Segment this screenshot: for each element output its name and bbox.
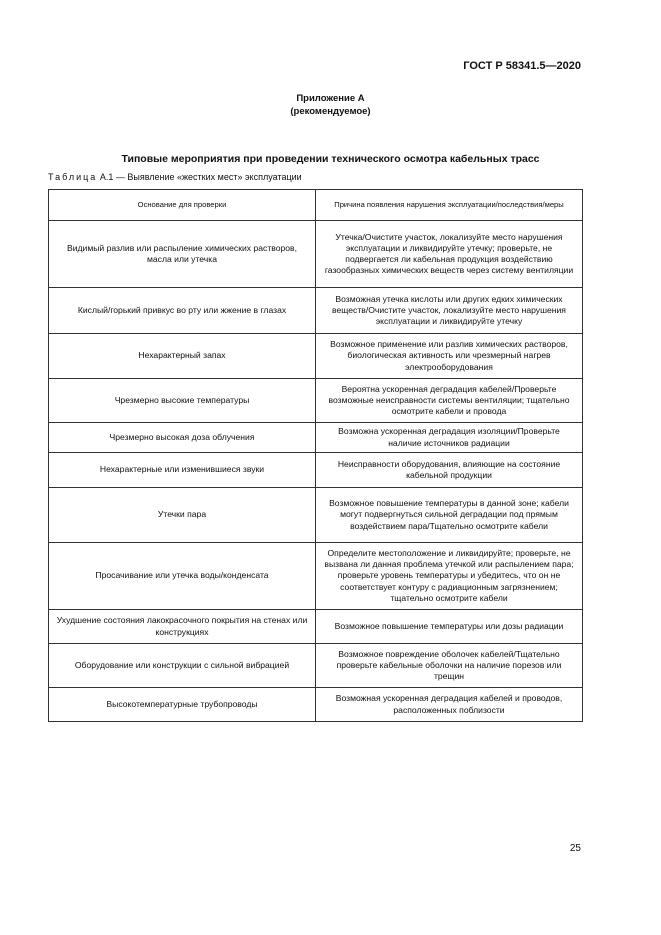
cell-basis: Нехарактерный запах <box>49 334 316 379</box>
standard-number: ГОСТ Р 58341.5—2020 <box>463 60 581 72</box>
cell-cause: Возможное повреждение оболочек кабелей/Тщательно проверьте кабельные оболочки на наличие порезов или трещин <box>316 644 583 688</box>
table-caption-label: Таблица <box>48 172 98 182</box>
cell-cause: Вероятна ускоренная деградация кабелей/Проверьте возможные неисправности системы вентиляции; тщательно осмотрите кабели и провода <box>316 379 583 423</box>
cell-basis: Утечки пара <box>49 488 316 543</box>
table-row <box>49 221 583 288</box>
cell-cause: Неисправности оборудования, влияющие на состояние кабельной продукции <box>316 453 583 488</box>
table-row <box>49 288 583 334</box>
table-row <box>49 644 583 688</box>
table-row <box>49 688 583 722</box>
cell-cause: Возможное повышение температуры или дозы радиации <box>316 610 583 644</box>
table-caption-text: — Выявление «жестких мест» эксплуатации <box>115 172 302 182</box>
column-header-basis: Основание для проверки <box>49 190 316 221</box>
cell-basis: Нехарактерные или изменившиеся звуки <box>49 453 316 488</box>
table-row <box>49 453 583 488</box>
page-number: 25 <box>569 843 581 854</box>
cell-basis: Чрезмерно высокие температуры <box>49 379 316 423</box>
cell-basis: Видимый разлив или распыление химических растворов, масла или утечка <box>49 221 316 288</box>
table-row <box>49 610 583 644</box>
cell-cause: Возможная ускоренная деградация кабелей и проводов, расположенных поблизости <box>316 688 583 722</box>
inspection-table <box>48 189 583 722</box>
cell-cause: Возможна ускоренная деградация изоляции/Проверьте наличие источников радиации <box>316 423 583 453</box>
cell-basis: Высокотемпературные трубопроводы <box>49 688 316 722</box>
cell-basis: Ухудшение состояния лакокрасочного покрытия на стенах или конструкциях <box>49 610 316 644</box>
annex-title: Приложение А <box>296 93 365 104</box>
cell-cause: Возможная утечка кислоты или других едких химических веществ/Очистите участок, локализуйте место нарушения эксплуатации и ликвидируйте утечку <box>316 288 583 334</box>
column-header-cause: Причина появления нарушения эксплуатации/последствия/меры <box>316 190 583 221</box>
table-row <box>49 423 583 453</box>
table-caption-number: А.1 <box>99 172 114 182</box>
cell-cause: Возможное применение или разлив химических растворов, биологическая активность или чрезмерный нагрев электрооборудования <box>316 334 583 379</box>
cell-basis: Просачивание или утечка воды/конденсата <box>49 543 316 610</box>
table-row <box>49 379 583 423</box>
table-body <box>49 221 583 722</box>
cell-cause: Возможное повышение температуры в данной зоне; кабели могут подвергнуться сильной деградации под прямым воздействием пара/Тщательно осмотрите кабели <box>316 488 583 543</box>
cell-cause: Определите местоположение и ликвидируйте; проверьте, не вызвана ли данная проблема утечкой или распылением пара; проверьте уровень температуры и убедитесь, что он не соответствует контуру с радиационным загрязнением; тщательно осмотрите кабели <box>316 543 583 610</box>
cell-cause: Утечка/Очистите участок, локализуйте место нарушения эксплуатации и ликвидируйте утечку; проверьте, не подвергается ли кабельная продукция воздействию газообразных химических веществ через систему вентиляции <box>316 221 583 288</box>
annex-block <box>0 92 661 118</box>
table-row <box>49 488 583 543</box>
cell-basis: Кислый/горький привкус во рту или жжение в глазах <box>49 288 316 334</box>
cell-basis: Оборудование или конструкции с сильной вибрацией <box>49 644 316 688</box>
annex-status: (рекомендуемое) <box>290 106 371 117</box>
table-caption <box>48 172 302 182</box>
table-row <box>49 334 583 379</box>
table-header-row <box>49 190 583 221</box>
cell-basis: Чрезмерно высокая доза облучения <box>49 423 316 453</box>
page-heading: Типовые мероприятия при проведении технического осмотра кабельных трасс <box>121 153 540 165</box>
table-row <box>49 543 583 610</box>
